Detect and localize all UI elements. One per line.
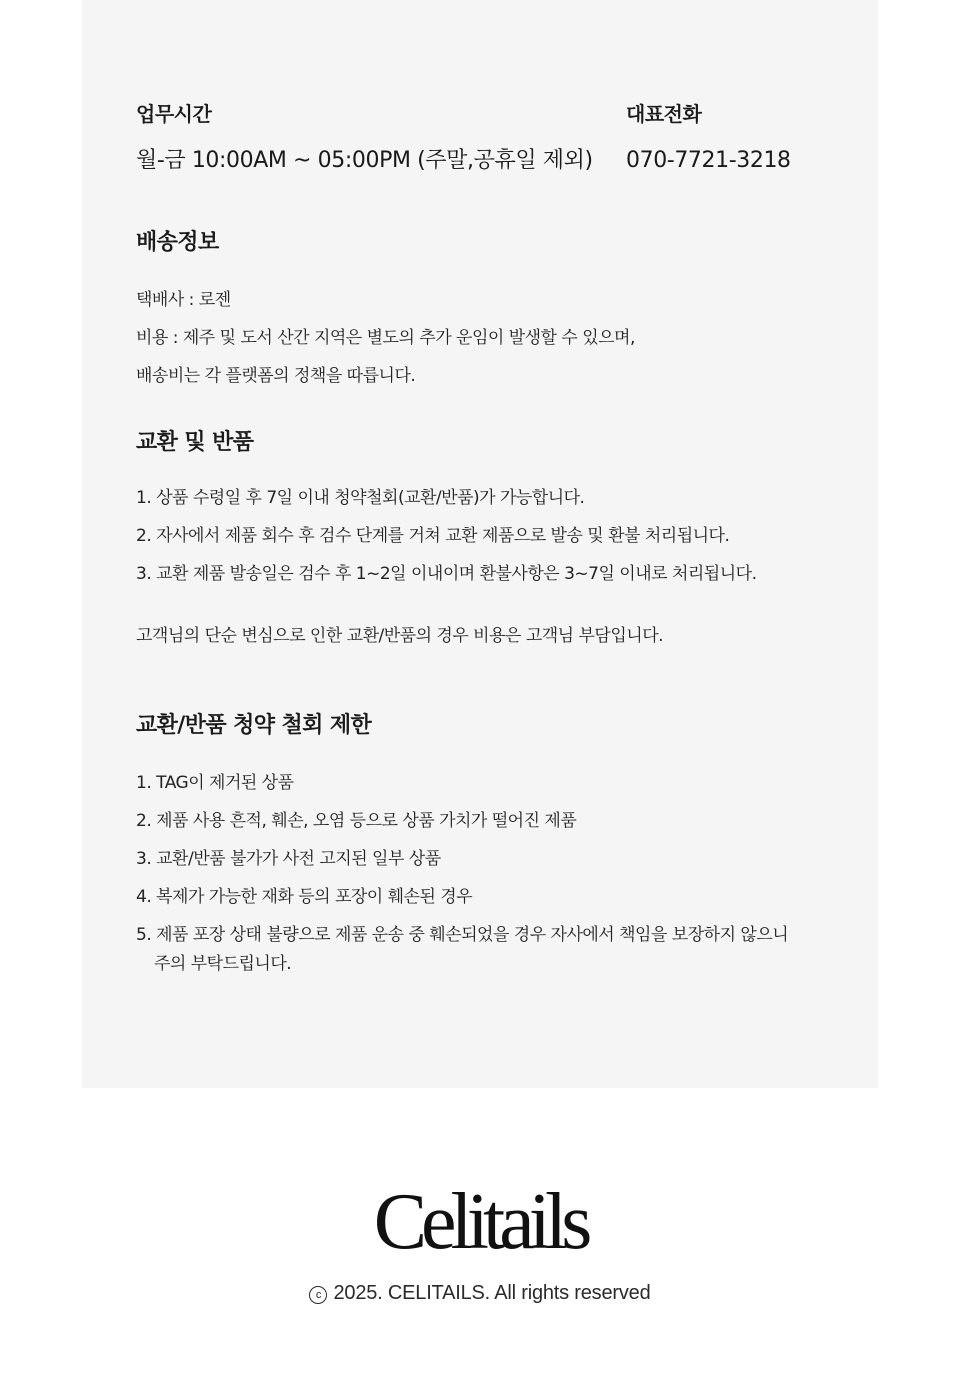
list-item: 2. 제품 사용 흔적, 훼손, 오염 등으로 상품 가치가 떨어진 제품: [136, 811, 577, 831]
footer: [0, 1180, 960, 1305]
shipping-info-body: [136, 289, 826, 403]
shipping-carrier: 택배사 : 로젠: [136, 290, 231, 310]
list-item: 3. 교환 제품 발송일은 검수 후 1~2일 이내이며 환불사항은 3~7일 이내로 처리됩니다.: [136, 564, 757, 584]
celitails-logo: [373, 1178, 587, 1266]
list-item: 3. 교환/반품 불가가 사전 고지된 일부 상품: [136, 849, 441, 869]
exchange-return-title: 교환 및 반품: [136, 430, 254, 455]
withdrawal-limit-title: 교환/반품 청약 철회 제한: [136, 713, 372, 738]
exchange-cost-note: 고객님의 단순 변심으로 인한 교환/반품의 경우 비용은 고객님 부담입니다.: [136, 626, 664, 646]
copyright-text: 2025. CELITAILS. All rights reserved: [333, 1282, 651, 1304]
shipping-cost: 비용 : 제주 및 도서 산간 지역은 별도의 추가 운임이 발생할 수 있으며,: [136, 328, 635, 348]
contact-info: [136, 100, 836, 180]
business-hours-value: 월-금 10:00AM ~ 05:00PM (주말,공휴일 제외): [136, 148, 593, 173]
list-item: 1. 상품 수령일 후 7일 이내 청약철회(교환/반품)가 가능합니다.: [136, 488, 585, 508]
logo-text: Celitails: [373, 1178, 587, 1266]
main-phone-number[interactable]: 070-7721-3218: [626, 148, 791, 173]
withdrawal-limit-list: [136, 772, 826, 975]
copyright-icon: c: [309, 1286, 327, 1304]
shipping-info-title: 배송정보: [136, 230, 219, 255]
copyright: [0, 1282, 960, 1305]
main-phone-label: 대표전화: [626, 102, 702, 126]
list-item: [136, 924, 826, 975]
list-item: 2. 자사에서 제품 회수 후 검수 단계를 거쳐 교환 제품으로 발송 및 환불 처리됩니다.: [136, 526, 730, 546]
list-item-text: 5. 제품 포장 상태 불량으로 제품 운송 중 훼손되었을 경우 자사에서 책임을 보장하지 않으니: [136, 925, 789, 945]
business-hours-label: 업무시간: [136, 102, 212, 126]
list-item: 1. TAG이 제거된 상품: [136, 773, 294, 793]
business-hours: [136, 100, 593, 176]
list-item: 4. 복제가 가능한 재화 등의 포장이 훼손된 경우: [136, 887, 473, 907]
list-item-continuation: 주의 부탁드립니다.: [154, 954, 292, 974]
main-phone: [626, 100, 791, 176]
shipping-fee-policy: 배송비는 각 플랫폼의 정책을 따릅니다.: [136, 366, 416, 386]
exchange-return-list: [136, 487, 826, 601]
